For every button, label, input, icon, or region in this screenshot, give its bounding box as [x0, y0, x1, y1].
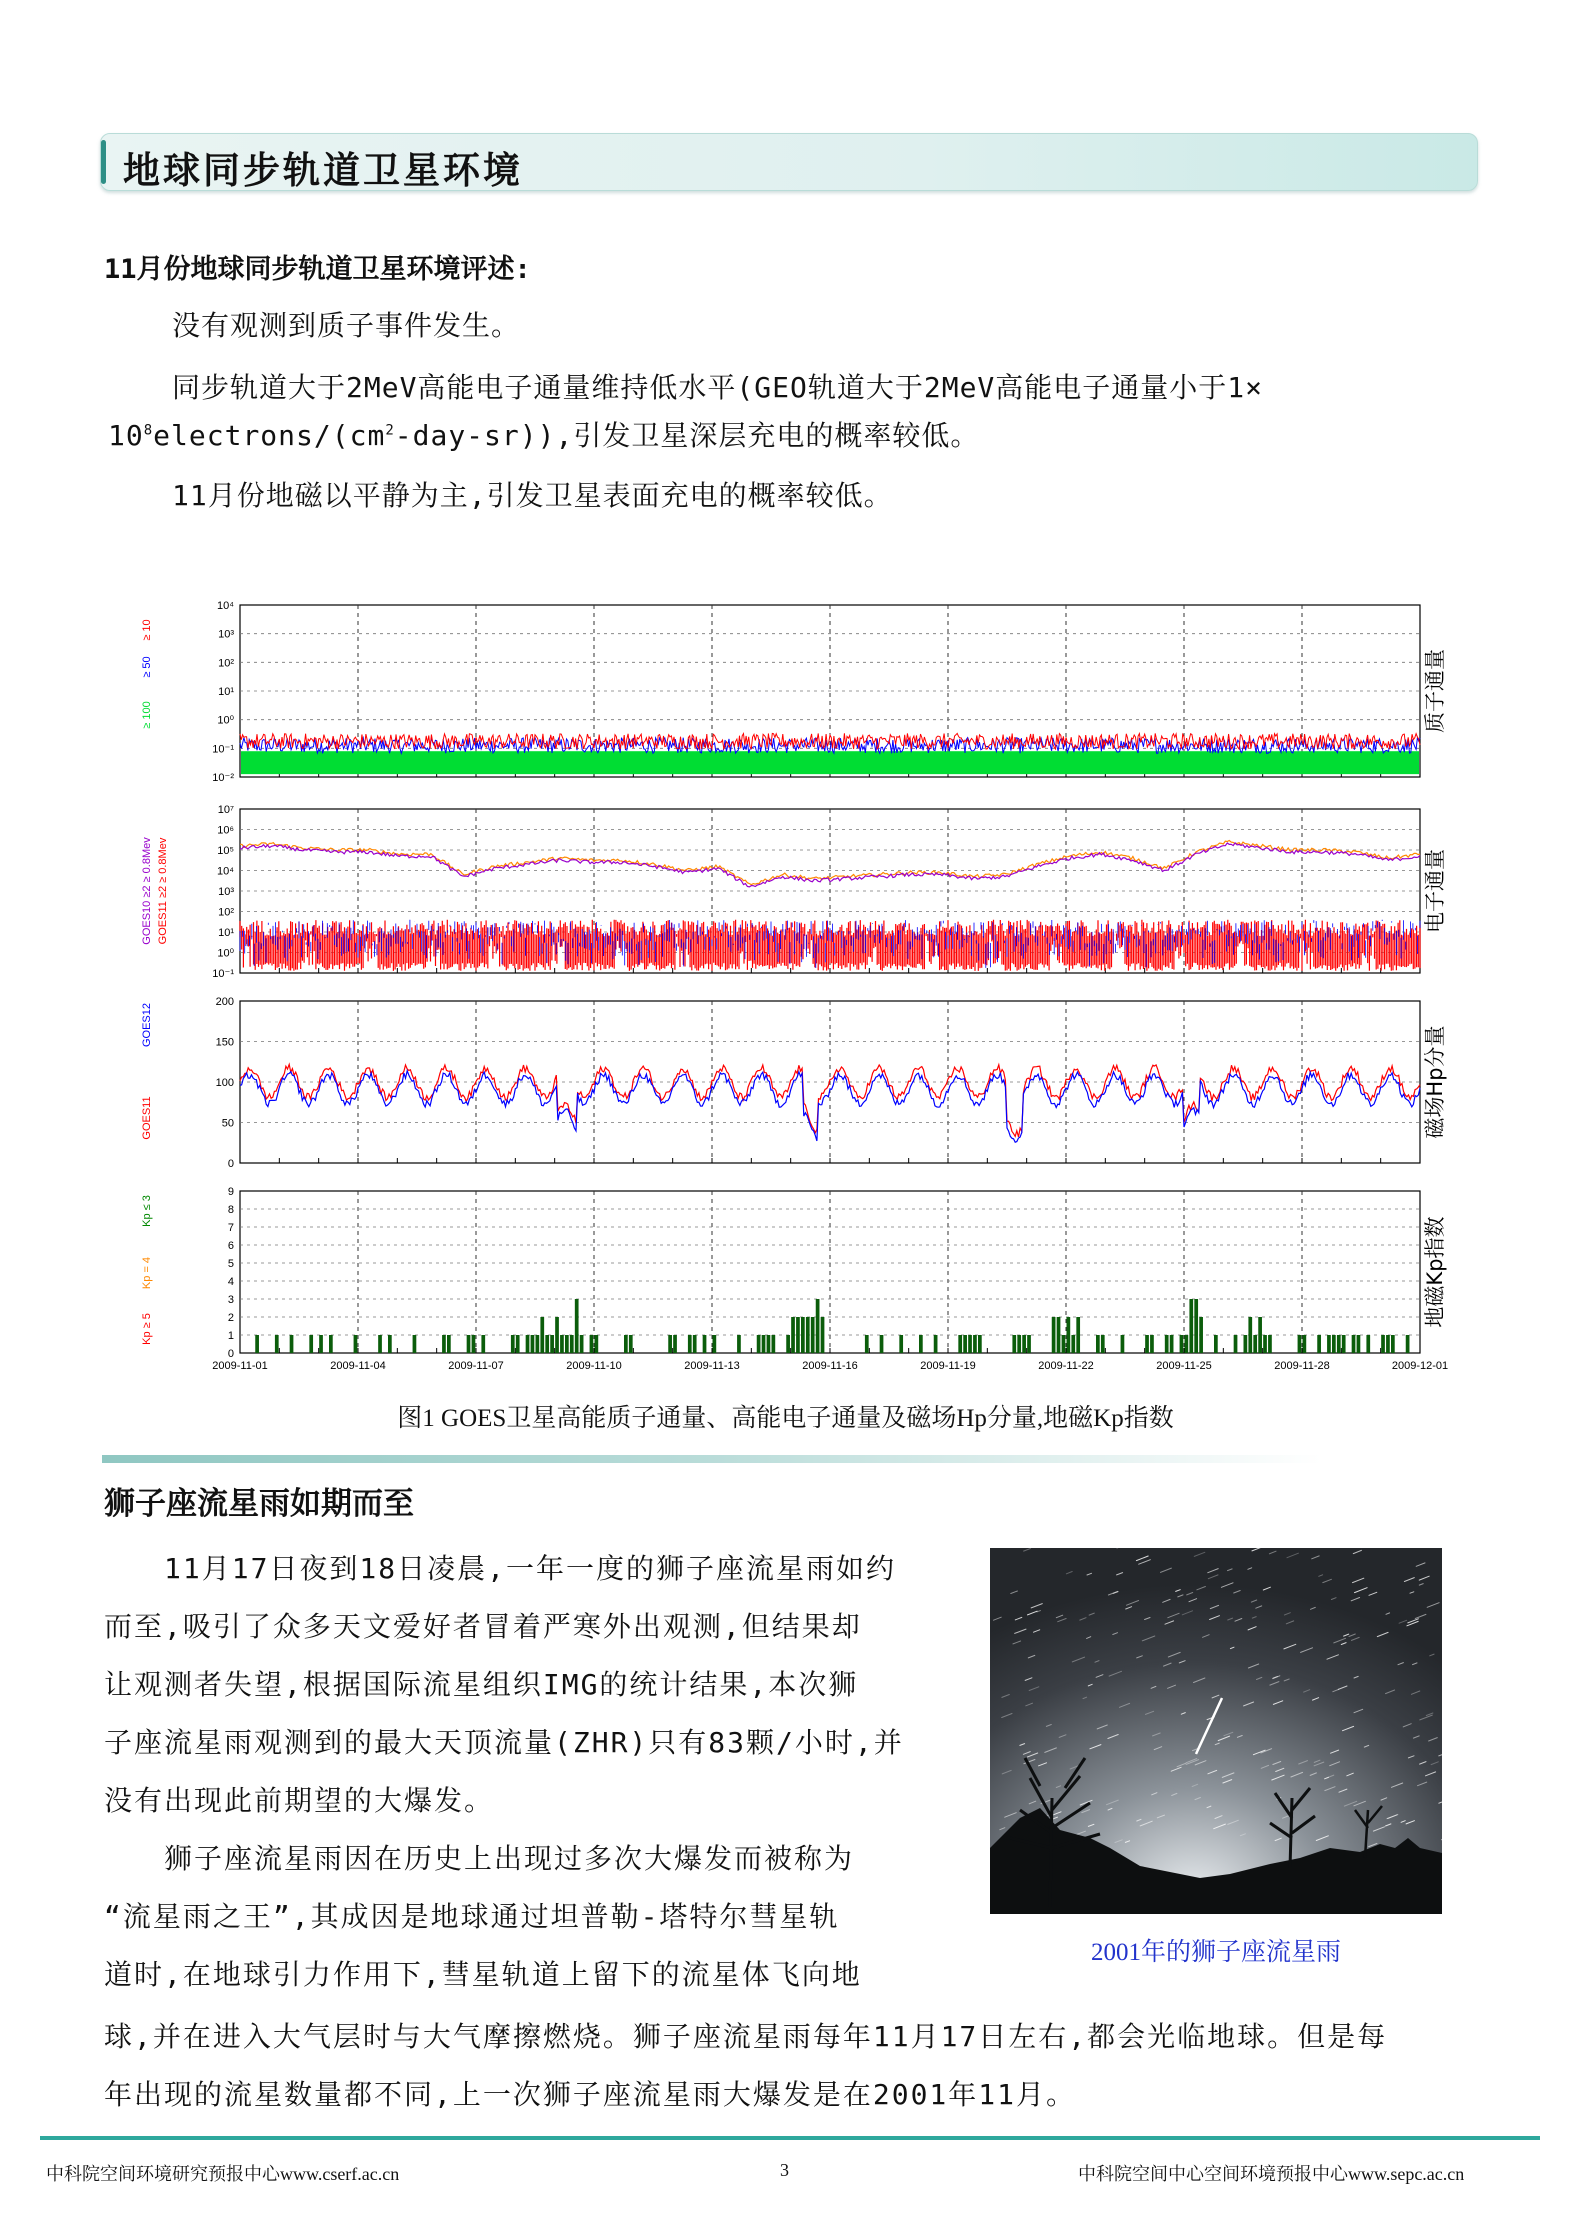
article-line-5: 没有出现此前期望的大爆发。 — [104, 1784, 495, 1817]
kp-bar — [1194, 1299, 1198, 1353]
kp-bar — [801, 1317, 805, 1353]
kp-tick-5: 5 — [227, 1258, 234, 1270]
electron-tick-1: 10⁰ — [217, 947, 234, 960]
kp-bar — [1185, 1335, 1189, 1353]
kp-tick-4: 4 — [227, 1276, 234, 1288]
goes-figure — [130, 585, 1460, 1375]
kp-bar — [767, 1335, 771, 1353]
date-tick-3: 2009-11-10 — [566, 1360, 622, 1372]
kp-bar — [550, 1335, 554, 1353]
date-tick-1: 2009-11-04 — [330, 1360, 386, 1372]
kp-bar — [580, 1335, 584, 1353]
kp-bar — [1170, 1335, 1174, 1353]
electron-tick-8: 10⁷ — [217, 804, 234, 816]
kp-bar — [1268, 1335, 1272, 1353]
kp-bar — [737, 1335, 741, 1353]
kp-bar — [1027, 1335, 1031, 1353]
kp-bar — [978, 1335, 982, 1353]
summary-heading: 11月份地球同步轨道卫星环境评述: — [104, 254, 531, 285]
date-tick-8: 2009-11-25 — [1156, 1360, 1212, 1372]
electron-legend-goes10: GOES10 ≥2 ≥ 0.8Mev — [141, 837, 153, 945]
photo-caption: 2001年的狮子座流星雨 — [1090, 1939, 1341, 1966]
kp-bar — [329, 1335, 333, 1353]
kp-bar — [531, 1335, 535, 1353]
kp-bar — [354, 1335, 358, 1353]
article-line-10: 年出现的流星数量都不同,上一次狮子座流星雨大爆发是在2001年11月。 — [104, 2078, 1077, 2111]
kp-bar — [693, 1335, 697, 1353]
kp-bar — [1022, 1335, 1026, 1353]
date-tick-0: 2009-11-01 — [212, 1360, 268, 1372]
summary-paragraph-1: 没有观测到质子事件发生。 — [172, 309, 521, 342]
kp-tick-3: 3 — [227, 1294, 234, 1306]
kp-bar — [290, 1335, 294, 1353]
summary-paragraph-2-line-2 — [108, 412, 979, 460]
kp-bar — [1189, 1299, 1193, 1353]
kp-bar — [1165, 1335, 1169, 1353]
date-tick-6: 2009-11-19 — [920, 1360, 976, 1372]
kp-bar — [865, 1335, 869, 1353]
article-line-3: 让观测者失望,根据国际流星组织IMG的统计结果,本次狮 — [104, 1668, 859, 1701]
kp-bar — [762, 1335, 766, 1353]
kp-tick-9: 9 — [227, 1186, 234, 1198]
kp-bar — [1180, 1335, 1184, 1353]
kp-bar — [1150, 1335, 1154, 1353]
kp-bar — [1096, 1335, 1100, 1353]
kp-legend-ge5: Kp ≥ 5 — [141, 1313, 153, 1345]
kp-bar — [1391, 1335, 1395, 1353]
kp-bar — [1258, 1317, 1262, 1353]
footer-right-site: 中科院空间中心空间环境预报中心www.sepc.ac.cn — [1078, 2164, 1465, 2184]
kp-bar — [575, 1299, 579, 1353]
kp-bar — [757, 1335, 761, 1353]
kp-bar — [1317, 1335, 1321, 1353]
kp-bar — [806, 1317, 810, 1353]
kp-bar — [968, 1335, 972, 1353]
kp-bar — [973, 1335, 977, 1353]
section-title: 地球同步轨道卫星环境 — [123, 148, 523, 192]
panel-label-3: 磁场Hp分量 — [1423, 1025, 1447, 1139]
kp-bar — [791, 1317, 795, 1353]
kp-bar — [560, 1335, 564, 1353]
kp-bar — [413, 1335, 417, 1353]
kp-bar — [467, 1335, 471, 1353]
proton-tick-6: 10⁴ — [217, 600, 234, 612]
kp-bar — [772, 1335, 776, 1353]
kp-bar — [1337, 1335, 1341, 1353]
footer-line — [40, 2136, 1540, 2140]
electron-tick-6: 10⁵ — [217, 845, 234, 857]
kp-bar — [388, 1335, 392, 1353]
hp-legend-goes11: GOES11 — [141, 1096, 153, 1140]
kp-bar — [1244, 1335, 1248, 1353]
hp-legend-goes12: GOES12 — [141, 1002, 153, 1048]
kp-bar — [570, 1335, 574, 1353]
article-line-4: 子座流星雨观测到的最大天顶流量(ZHR)只有83颗/小时,并 — [104, 1726, 904, 1759]
proton-tick-1: 10⁻¹ — [212, 743, 234, 756]
section2-title: 狮子座流星雨如期而至 — [104, 1486, 414, 1522]
hp-tick-3: 150 — [215, 1036, 234, 1049]
p2-part-c: -day-sr)),引发卫星深层充电的概率较低。 — [394, 419, 980, 452]
article-line-2: 而至,吸引了众多天文爱好者冒着严寒外出观测,但结果却 — [104, 1610, 862, 1643]
kp-bar — [1101, 1335, 1105, 1353]
summary-paragraph-2-line-1: 同步轨道大于2MeV高能电子通量维持低水平(GEO轨道大于2MeV高能电子通量小于1× — [172, 371, 1264, 404]
kp-bar — [472, 1335, 476, 1353]
kp-tick-8: 8 — [227, 1204, 234, 1216]
proton-legend-ge100: ≥ 100 — [141, 701, 153, 729]
kp-bar — [1386, 1335, 1390, 1353]
kp-bar — [673, 1335, 677, 1353]
hp-tick-4: 200 — [215, 996, 234, 1008]
proton-legend-ge10: ≥ 10 — [141, 619, 153, 641]
kp-bar — [536, 1335, 540, 1353]
hp-tick-0: 0 — [227, 1158, 234, 1170]
kp-bar — [1263, 1335, 1267, 1353]
kp-bar — [919, 1335, 923, 1353]
panel-label-1: 质子通量 — [1423, 649, 1447, 733]
kp-legend-eq4: Kp = 4 — [141, 1256, 153, 1290]
kp-bar — [590, 1335, 594, 1353]
footer-left-site: 中科院空间环境研究预报中心www.cserf.ac.cn — [46, 2164, 400, 2184]
proton-tick-5: 10³ — [218, 628, 234, 641]
article-line-9: 球,并在进入大气层时与大气摩擦燃烧。狮子座流星雨每年11月17日左右,都会光临地球。但是每 — [104, 2020, 1388, 2053]
kp-bar — [1342, 1335, 1346, 1353]
kp-bar — [1248, 1317, 1252, 1353]
kp-tick-6: 6 — [227, 1240, 234, 1252]
kp-bar — [540, 1317, 544, 1353]
kp-bar — [275, 1335, 279, 1353]
date-tick-10: 2009-12-01 — [1391, 1360, 1449, 1372]
kp-bar — [1214, 1335, 1218, 1353]
kp-bar — [1406, 1335, 1410, 1353]
proton-legend-ge50: ≥ 50 — [141, 656, 153, 678]
kp-tick-7: 7 — [227, 1222, 234, 1234]
kp-tick-1: 1 — [227, 1330, 234, 1342]
footer-page-number: 3 — [780, 2160, 789, 2180]
kp-bar — [1071, 1335, 1075, 1353]
kp-bar — [816, 1299, 820, 1353]
article-line-7: “流星雨之王”,其成因是地球通过坦普勒-塔特尔彗星轨 — [104, 1900, 840, 1933]
kp-bar — [629, 1335, 633, 1353]
kp-bar — [668, 1335, 672, 1353]
kp-bar — [1199, 1317, 1203, 1353]
kp-bar — [319, 1335, 323, 1353]
kp-bar — [963, 1335, 967, 1353]
date-tick-4: 2009-11-13 — [684, 1360, 740, 1372]
kp-bar — [624, 1335, 628, 1353]
kp-bar — [1381, 1335, 1385, 1353]
proton-ge100-band — [241, 751, 1419, 774]
date-tick-2: 2009-11-07 — [448, 1360, 504, 1372]
kp-tick-0: 0 — [227, 1348, 234, 1360]
kp-bar — [821, 1317, 825, 1353]
electron-tick-0: 10⁻¹ — [212, 968, 234, 980]
electron-tick-2: 10¹ — [218, 927, 234, 939]
kp-bar — [516, 1335, 520, 1353]
kp-bar — [378, 1335, 382, 1353]
p2-sup-1: 8 — [143, 422, 154, 439]
kp-bar — [1327, 1335, 1331, 1353]
kp-bar — [713, 1335, 717, 1353]
kp-bar — [1366, 1335, 1370, 1353]
kp-bar — [1357, 1335, 1361, 1353]
kp-bar — [595, 1335, 599, 1353]
proton-tick-2: 10⁰ — [217, 714, 234, 727]
figure-caption: 图1 GOES卫星高能质子通量、高能电子通量及磁场Hp分量,地磁Kp指数 — [397, 1405, 1174, 1432]
kp-bar — [1332, 1335, 1336, 1353]
kp-bar — [1145, 1335, 1149, 1353]
kp-bar — [703, 1335, 707, 1353]
kp-bar — [1352, 1335, 1356, 1353]
article-line-8: 道时,在地球引力作用下,彗星轨道上留下的流星体飞向地 — [104, 1958, 862, 1991]
electron-legend-goes11: GOES11 ≥2 ≥ 0.8Mev — [157, 837, 169, 945]
summary-paragraph-3: 11月份地磁以平静为主,引发卫星表面充电的概率较低。 — [172, 479, 893, 512]
article-line-1: 11月17日夜到18日凌晨,一年一度的狮子座流星雨如约 — [164, 1552, 897, 1585]
kp-bar — [555, 1317, 559, 1353]
panel-label-4: 地磁Kp指数 — [1423, 1216, 1447, 1328]
kp-tick-2: 2 — [227, 1312, 234, 1324]
kp-bar — [1298, 1335, 1302, 1353]
electron-tick-5: 10⁴ — [217, 865, 234, 878]
kp-bar — [796, 1317, 800, 1353]
kp-bar — [511, 1335, 515, 1353]
electron-tick-4: 10³ — [218, 886, 234, 898]
date-tick-9: 2009-11-28 — [1274, 1360, 1330, 1372]
kp-bar — [899, 1335, 903, 1353]
kp-bar — [1121, 1335, 1125, 1353]
kp-bar — [1057, 1317, 1061, 1353]
kp-bar — [526, 1335, 530, 1353]
kp-bar — [1234, 1335, 1238, 1353]
proton-tick-3: 10¹ — [218, 686, 234, 698]
kp-bar — [1062, 1335, 1066, 1353]
kp-bar — [811, 1317, 815, 1353]
p2-sup-2: 2 — [385, 422, 395, 439]
kp-bar — [565, 1335, 569, 1353]
kp-bar — [1012, 1335, 1016, 1353]
date-tick-7: 2009-11-22 — [1038, 1360, 1094, 1372]
kp-bar — [442, 1335, 446, 1353]
hp-tick-2: 100 — [215, 1077, 234, 1089]
kp-bar — [1017, 1335, 1021, 1353]
kp-bar — [688, 1335, 692, 1353]
proton-tick-0: 10⁻² — [212, 772, 234, 784]
p2-part-b: electrons/(cm — [153, 419, 386, 452]
date-tick-5: 2009-11-16 — [802, 1360, 858, 1372]
proton-tick-4: 10² — [218, 657, 234, 670]
kp-bar — [481, 1335, 485, 1353]
kp-bar — [786, 1335, 790, 1353]
kp-bar — [958, 1335, 962, 1353]
panel-label-2: 电子通量 — [1423, 849, 1447, 933]
kp-legend-le3: Kp ≤ 3 — [141, 1195, 153, 1227]
kp-bar — [1303, 1335, 1307, 1353]
section-banner — [100, 133, 1478, 191]
article-line-6: 狮子座流星雨因在历史上出现过多次大爆发而被称为 — [164, 1842, 855, 1875]
section-divider — [102, 1455, 1322, 1463]
banner-accent — [101, 140, 106, 184]
kp-bar — [880, 1335, 884, 1353]
p2-part-a: 10 — [108, 419, 144, 452]
electron-tick-3: 10² — [218, 906, 234, 919]
kp-bar — [1052, 1317, 1056, 1353]
kp-bar — [1067, 1317, 1071, 1353]
kp-bar — [1253, 1335, 1257, 1353]
electron-tick-7: 10⁶ — [217, 824, 234, 837]
hp-tick-1: 50 — [221, 1117, 234, 1130]
kp-bar — [447, 1335, 451, 1353]
kp-bar — [255, 1335, 259, 1353]
meteor-shower-photo — [990, 1548, 1442, 1914]
kp-bar — [1076, 1317, 1080, 1353]
kp-bar — [545, 1335, 549, 1353]
kp-bar — [309, 1335, 313, 1353]
kp-bar — [934, 1335, 938, 1353]
